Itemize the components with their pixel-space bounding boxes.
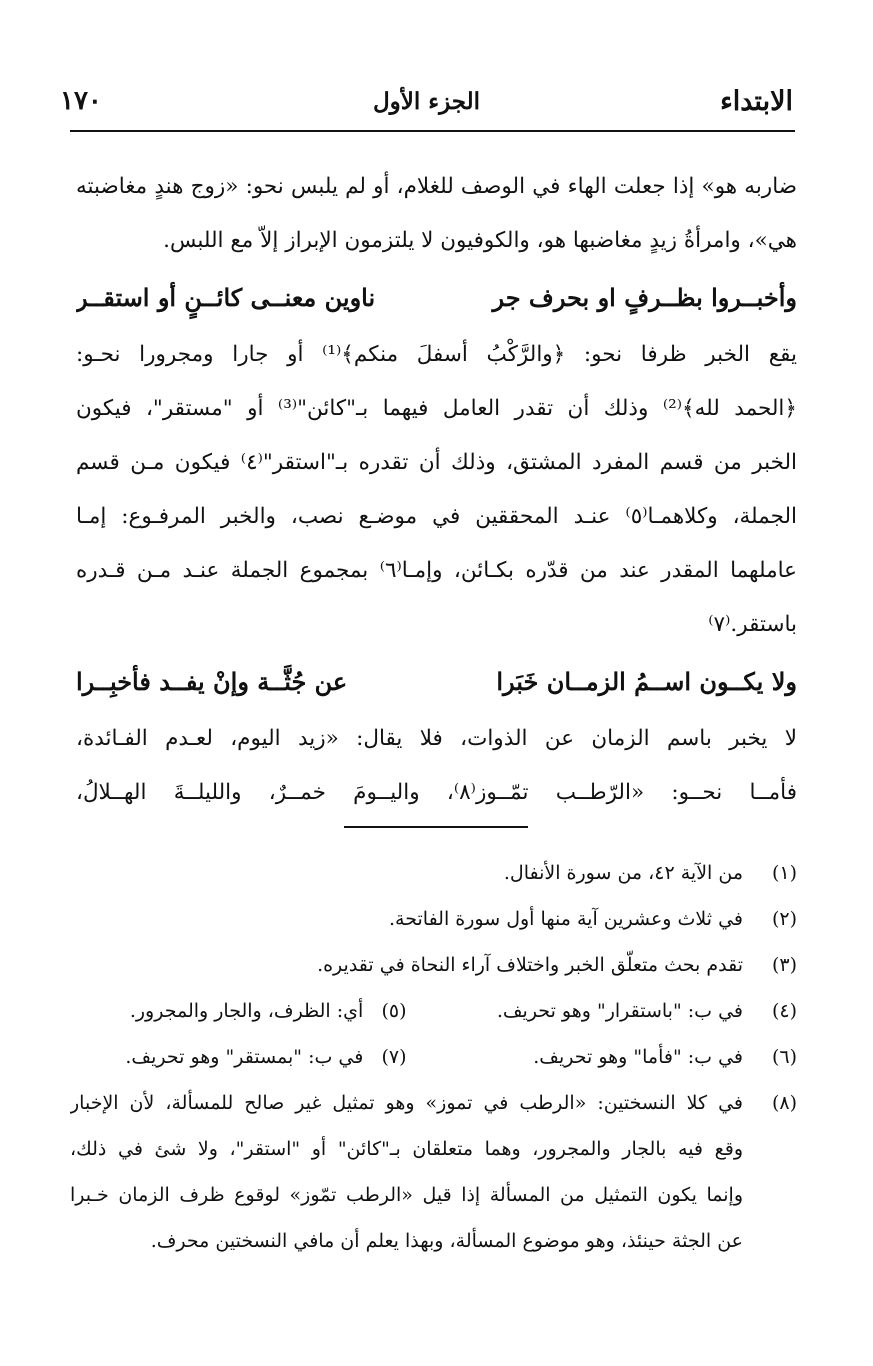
text-line: لا يخبر باسم الزمان عن الذوات، فلا يقال: «زيد اليوم، لعـدم الفـائدة، <box>76 726 797 751</box>
footnote-number: (٤) <box>771 1000 797 1022</box>
page-number: ١٧٠ <box>60 86 102 116</box>
footnote-number: (٢) <box>771 908 797 930</box>
footnote <box>70 850 797 896</box>
running-header <box>60 86 793 126</box>
footnote-continuation: عن الجثة حينئذ، وهو موضوع المسألة، وبهذا يعلم أن مافي النسختين محرف. <box>150 1230 743 1252</box>
footnote-pair <box>70 1034 797 1080</box>
main-text <box>76 160 797 820</box>
footnote-text: تقدم بحث متعلّق الخبر واختلاف آراء النحاة في تقديره. <box>317 954 743 976</box>
footnote-separator <box>344 826 528 828</box>
text-line: ضاربه هو» إذا جعلت الهاء في الوصف للغلام، أو لم يلبس نحو: «زوج هندٍ مغاضبته <box>76 174 797 199</box>
footnote-number: (٦) <box>771 1046 797 1068</box>
footnote-number: (٣) <box>771 954 797 976</box>
text-line: الخبر من قسم المفرد المشتق، وذلك أن تقدره بـ"استقر"⁽٤⁾ فيكون مـن قسم <box>76 450 797 475</box>
verse-second-hemistich: ناوين معنــى كائــنٍ أو استقــر <box>76 283 376 312</box>
footnote <box>70 942 797 988</box>
text-line: عاملهما المقدر عند من قدّره بكـائن، وإمـا⁽٦⁾ بمجموع الجملة عنـد مـن قـدره <box>76 558 797 583</box>
footnotes <box>70 850 797 1264</box>
footnote-continuation: وقع فيه بالجار والمجرور، وهما متعلقان بـ"كائن" أو "استقر"، ولا شئ في ذلك، <box>70 1138 743 1160</box>
footnote-number: (٨) <box>771 1092 797 1114</box>
verse-first-hemistich: وأخبــروا بظــرفٍ او بحرف جر <box>492 283 797 312</box>
footnote-text: في ب: "بمستقر" وهو تحريف. <box>125 1046 364 1068</box>
footnote-number: (٥) <box>381 1000 407 1022</box>
text-line: فأمــا نحــو: «الرّطــب تمّــوز⁽٨⁾، واليــومَ خمــرٌ، والليلــةَ الهــلالُ، <box>76 780 797 805</box>
footnote-text: من الآية ٤٢، من سورة الأنفال. <box>503 862 743 884</box>
text-line: ﴿الحمد لله﴾⁽²⁾ وذلك أن تقدر العامل فيهما بـ"كائن"⁽³⁾ أو "مستقر"، فيكون <box>76 396 797 421</box>
verse-second-hemistich: عن جُثَّــة وإنْ يفــد فأخبِــرا <box>76 667 348 696</box>
text-line: هي»، وامرأةُ زيدٍ مغاضبها هو، والكوفيون لا يلتزمون الإبراز إلاّ مع اللبس. <box>163 228 797 253</box>
footnote-pair <box>70 988 797 1034</box>
footnote-continuation: وإنما يكون التمثيل من المسألة إذا قيل «الرطب تمّوز» لوقوع ظرف الزمان خـبرا <box>70 1184 743 1206</box>
footnote-text: في ب: "باستقرار" وهو تحريف. <box>496 1000 743 1022</box>
verse-line <box>76 652 797 712</box>
footnote <box>70 896 797 942</box>
verse-first-hemistich: ولا يكــون اســمُ الزمــان خَبَرا <box>496 667 797 696</box>
footnote-text: أي: الظرف، والجار والمجرور. <box>129 1000 364 1022</box>
text-line: باستقر.⁽٧⁾ <box>708 612 797 637</box>
text-line: يقع الخبر ظرفا نحو: ﴿والرَّكْبُ أسفلَ منكم﴾⁽¹⁾ أو جارا ومجرورا نحـو: <box>76 342 797 367</box>
verse-line <box>76 268 797 328</box>
footnote-number: (١) <box>771 862 797 884</box>
footnote-text: في ب: "فأما" وهو تحريف. <box>533 1046 743 1068</box>
header-rule <box>70 130 795 132</box>
footnote-number: (٧) <box>381 1046 407 1068</box>
text-line: الجملة، وكلاهمـا⁽٥⁾ عنـد المحققين في موضـع نصب، والخبر المرفـوع: إمـا <box>76 504 797 529</box>
section-title: الابتداء <box>720 86 793 117</box>
footnote-text: في ثلاث وعشرين آية منها أول سورة الفاتحة. <box>389 908 743 930</box>
part-title: الجزء الأول <box>372 88 481 115</box>
footnote-text: في كلا النسختين: «الرطب في تموز» وهو تمثيل غير صالح للمسألة، لأن الإخبار <box>70 1092 743 1114</box>
footnote <box>70 1080 797 1126</box>
